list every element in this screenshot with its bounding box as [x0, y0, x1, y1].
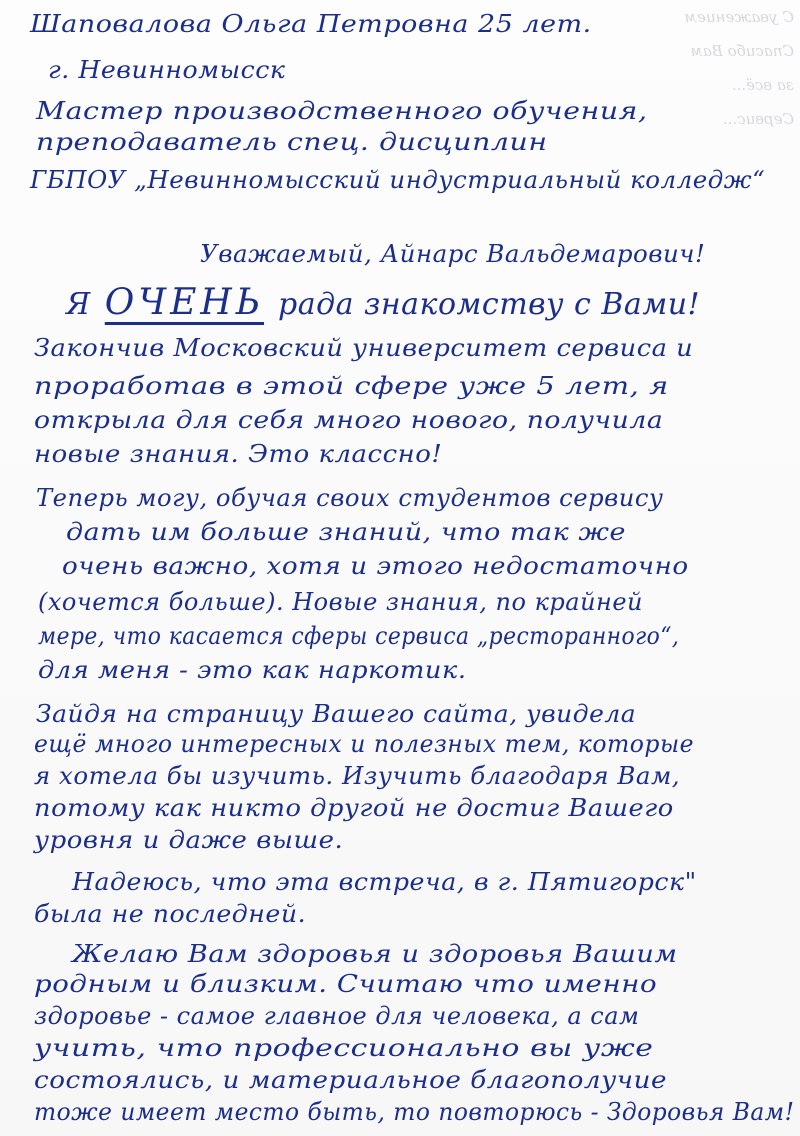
body-line: новые знания. Это классно!	[34, 440, 443, 468]
author-position-line: преподаватель спец. дисциплин	[36, 128, 548, 156]
body-line: Теперь могу, обучая своих студентов сервису	[36, 484, 664, 512]
body-line: для меня - это как наркотик.	[38, 656, 467, 684]
author-city-line: г. Невинномысск	[48, 56, 286, 84]
body-line: тоже имеет место быть, то повторюсь - Здоровья Вам!	[34, 1098, 795, 1126]
body-line: открыла для себя много нового, получила	[34, 406, 664, 434]
body-line: Надеюсь, что эта встреча, в г. Пятигорск"	[72, 868, 697, 896]
opening-before: Я	[66, 287, 91, 322]
body-line: потому как никто другой не достиг Вашего	[34, 794, 674, 822]
body-line: очень важно, хотя и этого недостаточно	[62, 552, 689, 580]
body-line: ещё много интересных и полезных тем, которые	[34, 730, 695, 758]
body-line: учить, что профессионально вы уже	[34, 1034, 654, 1062]
body-line: была не последней.	[34, 900, 307, 928]
bleed-through-text: С уважением Спасибо Вам за всё... Сервис...	[684, 8, 794, 128]
body-line: родным и близким. Считаю что именно	[34, 970, 658, 998]
body-line: Зайдя на страницу Вашего сайта, увидела	[36, 700, 637, 728]
author-college-line: ГБПОУ „Невинномысский индустриальный колледж“	[30, 166, 766, 194]
opening-emphasis: ОЧЕНЬ	[104, 282, 265, 323]
body-line: я хотела бы изучить. Изучить благодаря Вам,	[34, 762, 681, 790]
body-line: мере, что касается сферы сервиса „ресторанного“,	[38, 622, 680, 650]
body-line: здоровье - самое главное для человека, а сам	[34, 1002, 640, 1030]
body-line: уровня и даже выше.	[34, 826, 344, 854]
body-line: Желаю Вам здоровья и здоровья Вашим	[72, 940, 678, 968]
body-line: (хочется больше). Новые знания, по крайней	[38, 588, 644, 616]
author-position-line: Мастер производственного обучения,	[36, 97, 648, 125]
body-line: проработав в этой сфере уже 5 лет, я	[34, 372, 669, 400]
greeting: Уважаемый, Айнарс Вальдемарович!	[200, 240, 706, 268]
body-line: состоялись, и материальное благополучие	[34, 1066, 668, 1094]
body-line: дать им больше знаний, что так же	[66, 518, 626, 546]
author-name-line: Шаповалова Ольга Петровна 25 лет.	[30, 10, 592, 38]
opening-line	[66, 282, 700, 323]
opening-after: рада знакомству с Вами!	[278, 287, 701, 322]
body-line: Закончив Московский университет сервиса и	[34, 334, 694, 362]
